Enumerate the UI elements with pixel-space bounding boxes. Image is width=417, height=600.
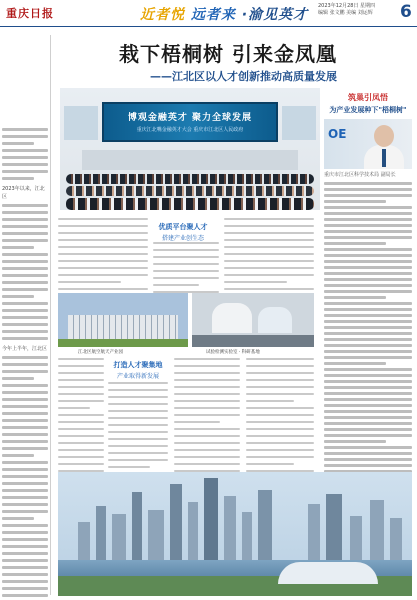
sidebar-head: 筑巢引凤悟 [348, 93, 388, 102]
sidebar-text [324, 182, 412, 509]
interviewee-photo [324, 119, 412, 169]
left-para-1: 2023年以来，江北区 [2, 186, 45, 200]
stage-screen [102, 102, 278, 142]
section-1-subtitle: 搭建产业创生态 [161, 235, 204, 242]
sidebar-caption: 重庆市江北区科学技术局 副局长 [324, 172, 396, 178]
photo-caption-right: 试验检测实验室 · 科研基地 [206, 350, 260, 355]
interview-sidebar [324, 92, 412, 512]
body-column-2 [153, 242, 219, 298]
issue-date: 2023年12月28日 星期四 [318, 3, 376, 9]
section-2-title: 打造人才聚集地 [113, 361, 163, 369]
banner-mid: 远者来 [190, 7, 236, 23]
stage-banner-left [64, 106, 98, 140]
audience-row [66, 174, 314, 184]
photo-logo: OE [328, 127, 347, 141]
stage [82, 150, 298, 170]
newspaper-logo: 重庆日报 [6, 7, 54, 20]
body-column-3 [224, 218, 314, 302]
body-column-1 [58, 218, 148, 302]
body-column-6 [174, 358, 240, 484]
body-column-5 [108, 382, 168, 473]
section-1-title: 优质平台聚人才 [158, 223, 208, 231]
masthead-rule [0, 26, 417, 27]
left-column [2, 128, 48, 600]
banner-right: ·渝见英才 [241, 7, 309, 23]
sidebar-subhead: 为产业发展种下"梧桐树" [329, 106, 407, 114]
body-column-4 [58, 358, 104, 484]
industrial-park-photo [58, 293, 188, 347]
section-2-subtitle: 产业取得新发展 [116, 373, 159, 380]
issue-meta [318, 3, 396, 17]
article-subhead: ——江北区以人才创新推动高质量发展 [150, 70, 337, 83]
photo-caption-left: 江北区航空航天产业园 [78, 350, 123, 355]
body-column-7 [246, 358, 314, 484]
audience-row [66, 198, 314, 210]
screen-subtitle: 重庆江北嘴金融英才大会 重庆市江北区人民政府 [136, 127, 244, 133]
page-number: 6 [400, 2, 412, 22]
column-divider [50, 35, 51, 595]
audience-row [66, 186, 314, 196]
laboratory-photo [192, 293, 314, 347]
grand-theatre [278, 562, 378, 584]
masthead [0, 0, 417, 26]
article-headline: 栽下梧桐树 引来金凤凰 [119, 42, 337, 66]
city-skyline-photo [58, 472, 412, 596]
conference-photo [60, 88, 320, 210]
section-heading-1 [153, 222, 213, 242]
issue-editors: 编辑 张文鹏 美编 刘运辉 [318, 10, 373, 16]
left-para-2: 今年上半年，江北区 [2, 346, 48, 352]
stage-banner-right [282, 106, 316, 140]
screen-title: 博观金融英才 聚力全球发展 [127, 113, 253, 123]
column-banner [140, 4, 308, 24]
section-heading-2 [108, 360, 168, 380]
banner-left: 近者悦 [140, 7, 185, 23]
